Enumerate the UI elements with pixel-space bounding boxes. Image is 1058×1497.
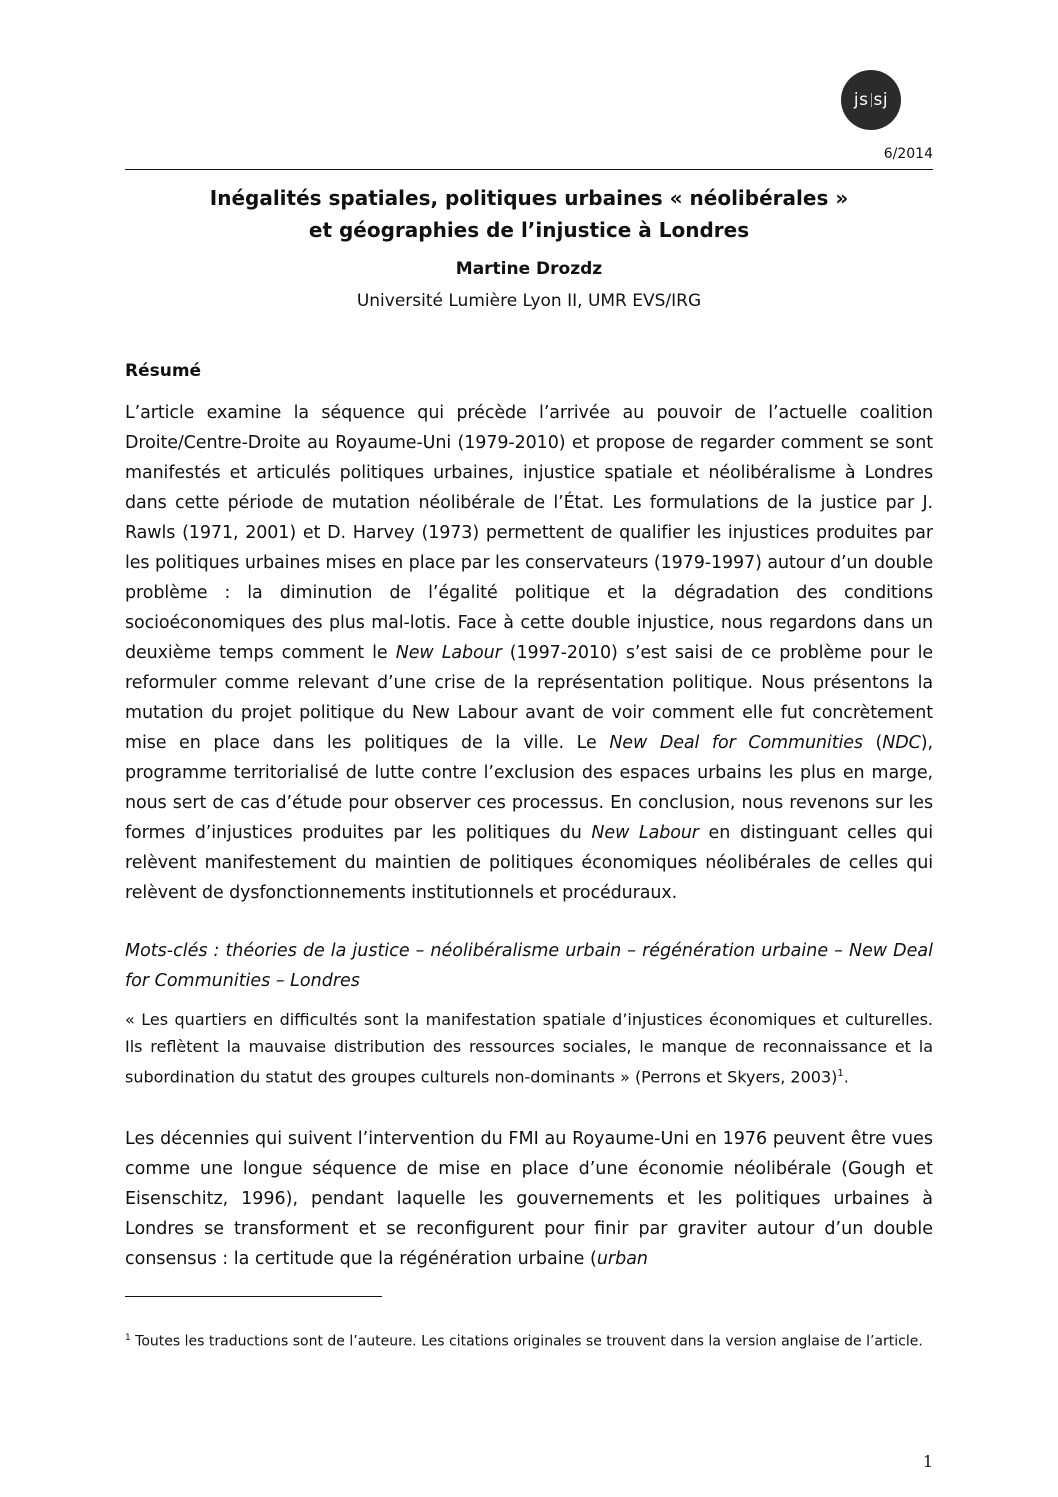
abstract-text-2: (1997-2010) s’est saisi de ce problème pour le reformuler comme relevant d’une crise de la représentation politique. Nous présentons la mutation du projet politique du New Labour avant de voir comment elle fut concrètement mise en place dans les politiques de la ville. Le — [125, 643, 934, 753]
page-number: 1 — [922, 1452, 933, 1471]
abstract-italic-1: New Labour — [395, 643, 502, 663]
abstract-text-1: L’article examine la séquence qui précède l’arrivée au pouvoir de l’actuelle coalition Droite/Centre-Droite au Royaume-Uni (1979-2010) et propose de regarder comment se sont manifestés et articulés politiques urbaines, injustice spatiale et néolibéralisme à Londres dans cette période de mutation néolibérale de l’État. Les formulations de la justice par J. Rawls (1971, 2001) et D. Harvey (1973) permettent de qualifier les injustices produites par les politiques urbaines mises en place par les conservateurs (1979-1997) autour d’un double problème : la diminution de l’égalité politique et la dégradation des conditions socioéconomiques des plus mal-lotis. Face à cette double injustice, nous regardons dans un deuxième temps comment le — [125, 403, 933, 663]
abstract-italic-4: New Labour — [591, 823, 699, 843]
footnote — [125, 1327, 933, 1354]
journal-logo — [841, 70, 901, 130]
body-paragraph — [125, 1124, 933, 1274]
abstract-italic-2: New Deal for Communities — [609, 733, 863, 753]
epigraph-quote — [125, 1006, 933, 1090]
title-line-1: Inégalités spatiales, politiques urbaines « néolibérales » — [209, 186, 849, 210]
article-title — [125, 182, 933, 246]
footnote-number: 1 — [125, 1333, 131, 1343]
title-line-2: et géographies de l’injustice à Londres — [308, 218, 750, 242]
header-rule — [125, 169, 933, 170]
logo-left: js — [853, 90, 869, 110]
author-name: Martine Drozdz — [455, 259, 603, 279]
issue-number: 6/2014 — [883, 146, 933, 162]
body-italic: urban — [596, 1249, 649, 1269]
author-affiliation: Université Lumière Lyon II, UMR EVS/IRG — [356, 291, 702, 311]
abstract-heading: Résumé — [125, 361, 202, 381]
quote-end: . — [843, 1067, 849, 1087]
abstract-text-5: en distinguant celles qui relèvent manifestement du maintien de politiques économiques néolibérales de celles qui relèvent de dysfonctionnements institutionnels et procéduraux. — [125, 823, 933, 903]
logo-right: sj — [873, 90, 889, 110]
footnote-text: Toutes les traductions sont de l’auteure. Les citations originales se trouvent dans la version anglaise de l’article. — [130, 1333, 923, 1350]
abstract-text-3: ( — [862, 733, 883, 753]
abstract-paragraph — [125, 398, 933, 908]
logo-divider — [871, 93, 872, 107]
footnote-rule — [125, 1296, 382, 1297]
keywords: Mots-clés : théories de la justice – néolibéralisme urbain – régénération urbaine – New Deal for Communities – Londres — [125, 941, 933, 991]
body-text: Les décennies qui suivent l’intervention du FMI au Royaume-Uni en 1976 peuvent être vues comme une longue séquence de mise en place d’une économie néolibérale (Gough et Eisenschitz, 1996), pendant laquelle les gouvernements et les politiques urbaines à Londres se transforment et se reconfigurent pour finir par graviter autour d’un double consensus : la certitude que la régénération urbaine ( — [125, 1129, 933, 1269]
footnote-ref[interactable]: 1 — [837, 1068, 844, 1079]
abstract-italic-3: NDC — [882, 733, 921, 753]
quote-text: « Les quartiers en difficultés sont la manifestation spatiale d’injustices économiques et culturelles. Ils reflètent la mauvaise distribution des ressources sociales, le manque de reconnaissance et la subordination du statut des groupes culturels non-dominants » (Perrons et Skyers, 2003) — [125, 1010, 933, 1087]
abstract-text-4: ), programme territorialisé de lutte contre l’exclusion des espaces urbains les plus en marge, nous sert de cas d’étude pour observer ces processus. En conclusion, nous revenons sur les formes d’injustices produites par les politiques du — [125, 733, 933, 843]
